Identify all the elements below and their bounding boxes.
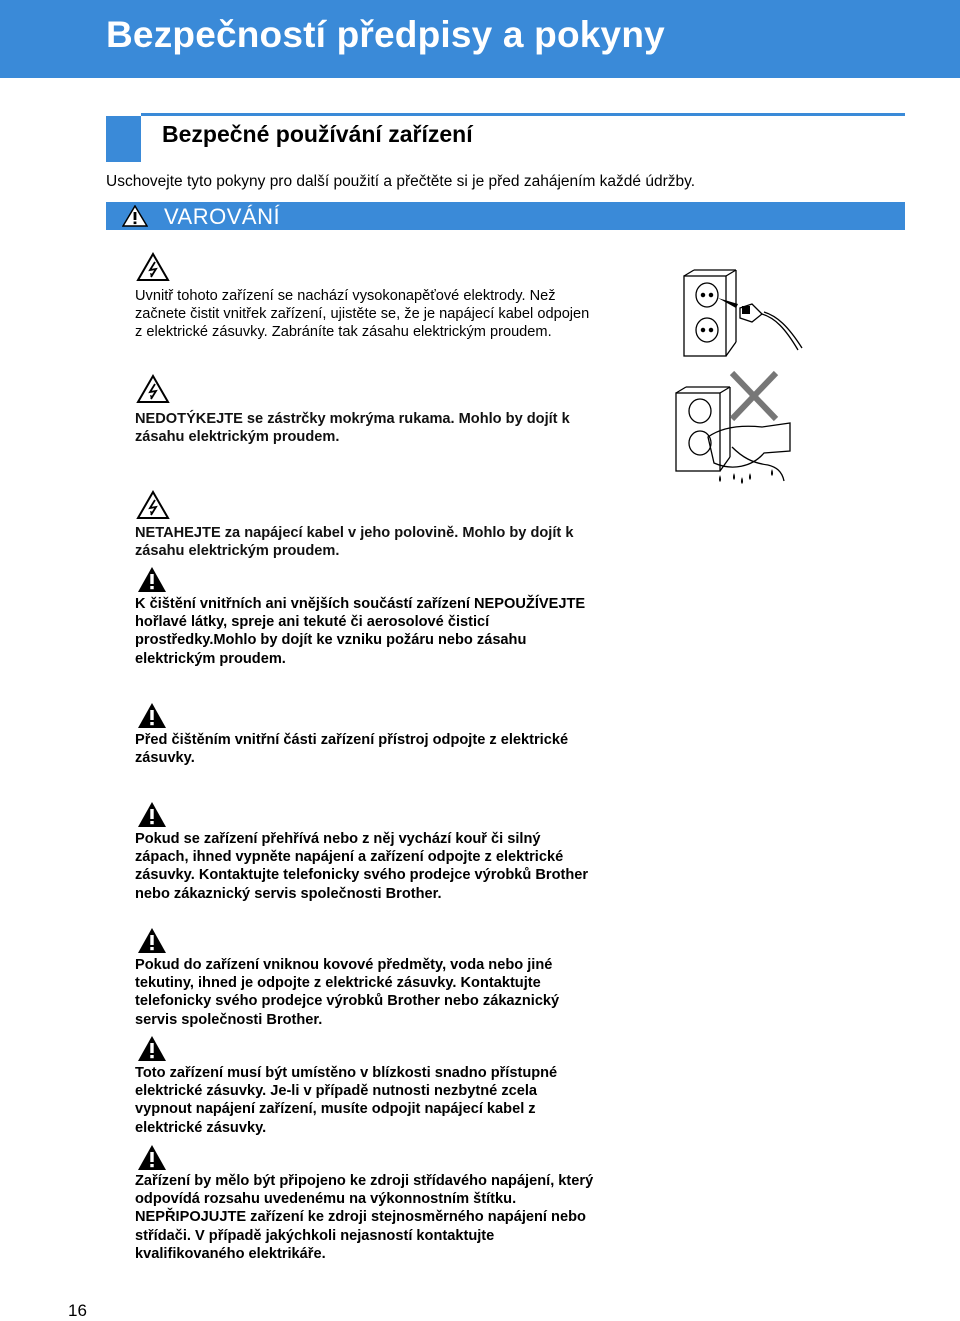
section-rule (141, 113, 905, 116)
electric-shock-warning-icon (136, 252, 170, 282)
general-warning-icon (137, 927, 167, 954)
warning-item-text: NETAHEJTE za napájecí kabel v jeho polovině. Mohlo by dojít k zásahu elektrickým proudem. (135, 525, 574, 560)
warning-item-text: Před čištěním vnitřní části zařízení přístroj odpojte z elektrické zásuvky. (135, 732, 569, 767)
warning-item-text: NEDOTÝKEJTE se zástrčky mokrýma rukama. Mohlo by dojít k zásahu elektrickým proudem. (135, 411, 570, 446)
general-warning-icon (137, 1035, 167, 1062)
page-number: 16 (68, 1301, 87, 1320)
warning-item-text: K čištění vnitřních ani vnějších součástí zařízení NEPOUŽÍVEJTE hořlavé látky, spreje ani tekuté či aerosolové čisticí prostředky.Mohlo by dojít ke vzniku požáru nebo zásahu elektrickým proudem. (135, 596, 586, 667)
wet-hands-illustration (672, 367, 822, 487)
page-title: Bezpečností předpisy a pokyny (106, 14, 665, 55)
header-bar (0, 0, 960, 78)
unplug-illustration (680, 268, 805, 368)
warning-item-text: Pokud do zařízení vniknou kovové předměty, voda nebo jiné tekutiny, ihned je odpojte z elektrické zásuvky. Kontaktujte telefonicky svého prodejce výrobků Brother nebo zákaznický servis společnosti Brother. (135, 957, 560, 1028)
section-title: Bezpečné používání zařízení (162, 121, 473, 147)
warning-item-text: Uvnitř tohoto zařízení se nachází vysokonapěťové elektrody. Než začnete čistit vnitřek zařízení, ujistěte se, že je napájecí kabel odpojen z elektrické zásuvky. Zabráníte tak zásahu elektrickým proudem. (135, 288, 590, 341)
warning-triangle-icon (122, 205, 148, 227)
electric-shock-warning-icon (136, 374, 170, 404)
general-warning-icon (137, 1144, 167, 1171)
warning-item-text: Toto zařízení musí být umístěno v blízkosti snadno přístupné elektrické zásuvky. Je-li v případě nutnosti nezbytné zcela vypnout napájení zařízení, musíte odpojit napájecí kabel z elektrické zásuvky. (135, 1065, 558, 1136)
general-warning-icon (137, 702, 167, 729)
warning-bar (106, 202, 905, 230)
warning-label: VAROVÁNÍ (164, 204, 281, 229)
section-marker (106, 116, 141, 162)
electric-shock-warning-icon (136, 490, 170, 520)
general-warning-icon (137, 801, 167, 828)
warning-item-text: Zařízení by mělo být připojeno ke zdroji střídavého napájení, který odpovídá rozsahu uvedenému na výkonnostním štítku. NEPŘIPOJUJTE zařízení ke zdroji stejnosměrného napájení nebo střídači. V případě jakýchkoli nejasností kontaktujte kvalifikovaného elektrikáře. (135, 1173, 594, 1262)
intro-text: Uschovejte tyto pokyny pro další použití a přečtěte si je před zahájením každé údržby. (106, 173, 696, 190)
general-warning-icon (137, 566, 167, 593)
warning-item-text: Pokud se zařízení přehřívá nebo z něj vychází kouř či silný zápach, ihned vypněte napájení a zařízení odpojte z elektrické zásuvky. Kontaktujte telefonicky svého prodejce výrobků Brother nebo zákaznický servis společnosti Brother. (135, 831, 589, 902)
